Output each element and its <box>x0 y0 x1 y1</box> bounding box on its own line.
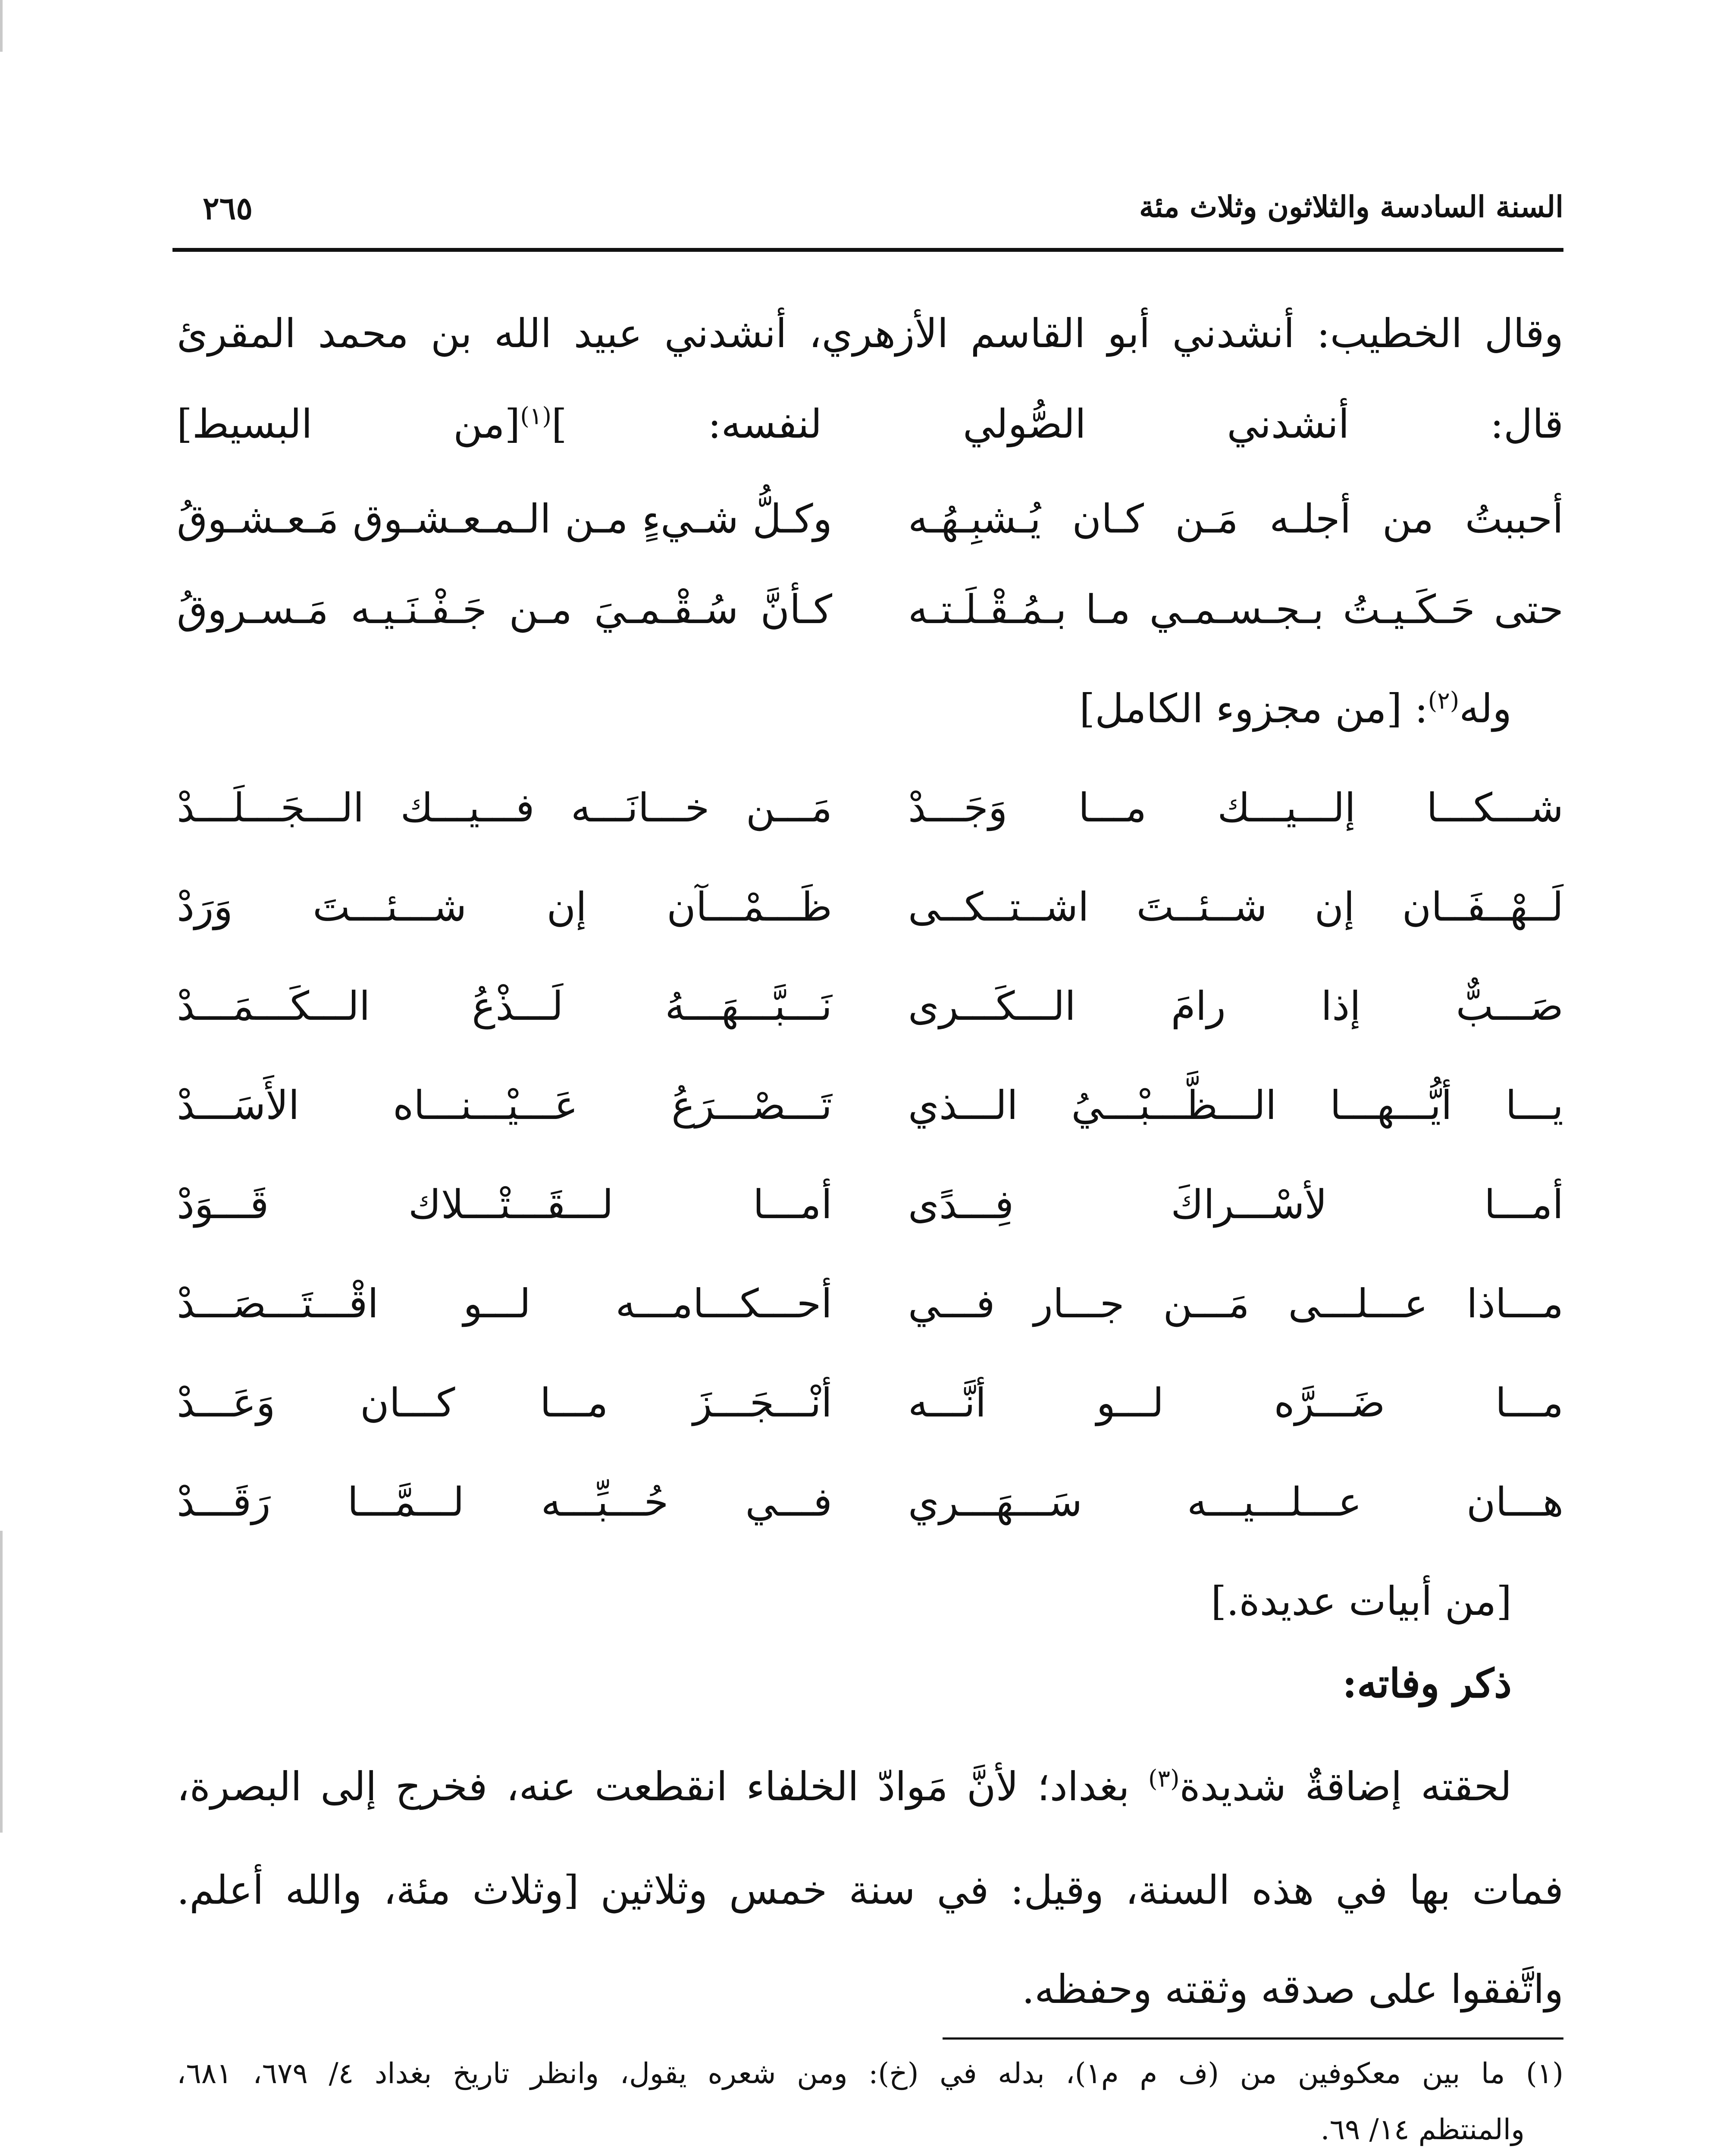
scan-edge-mark <box>0 1531 3 1833</box>
verse-second-hemistich: وكـلُّ شـيءٍ مـن الـمـعـشـوق مَـعـشـوقُ <box>177 496 832 542</box>
footnote-ref-2: (٢) <box>1428 686 1460 714</box>
page-header <box>203 190 1563 229</box>
meter-label: : [من مجزوء الكامل] <box>1079 686 1428 732</box>
section-heading: ذكر وفاته: <box>1342 1660 1512 1707</box>
footnote-1: (١) ما بين معكوفين من (ف م م١)، بدله في (خ): ومن شعره يقول، وانظر تاريخ بغداد ٤/ ٦٧٩، ٦٨١، <box>177 2057 1564 2090</box>
meter-label: [من البسيط] <box>177 401 520 447</box>
verse-second-hemistich: كـأنَّ سُـقْـمـيَ مـن جَـفْـنَـيـه مَـسـروقُ <box>177 586 832 633</box>
verse-first-hemistich: مـــا ضَـــرَّه لـــو أنَّـــه <box>908 1380 1563 1426</box>
verse-second-hemistich: نَـــبَّـــهَـــهُ لَـــذْعُ الـــكَـــمَـــدْ <box>177 983 832 1029</box>
verse-first-hemistich: مـــاذا عـــلـــى مَـــن جـــار فـــي <box>908 1281 1563 1327</box>
verse-second-hemistich: ظَـــمْـــآن إن شـــئـــتَ وَرَدْ <box>177 884 832 930</box>
verse-second-hemistich: تَـــصْـــرَعُ عَـــيْـــنـــاه الأَسَـــدْ <box>177 1082 832 1128</box>
verse-second-hemistich: أحـــكـــامـــه لـــو اقْـــتَـــصَـــدْ <box>177 1281 832 1327</box>
scan-edge-mark <box>0 0 3 52</box>
death-line-1: لحقته إضاقةٌ شديدة$^{(٣)}$ بغداد؛ لأنَّ مَوادّ الخلفاء انقطعت عنه، فخرج إلى البصرة، <box>177 1764 1512 1810</box>
running-head: السنة السادسة والثلاثون وثلاث مئة <box>1139 190 1563 224</box>
verse-first-hemistich: حتى حَـكَـيـتُ بـجـسـمـي مـا بـمُـقْـلَـتـه <box>908 586 1563 633</box>
verse-second-hemistich: أمـــا لـــقَـــتْـــلاك قَـــوَدْ <box>177 1181 832 1228</box>
death-line-2: فمات بها في هذه السنة، وقيل: في سنة خمس وثلاثين [وثلاث مئة، والله أعلم. <box>177 1867 1564 1913</box>
verse-first-hemistich: شـــكـــا إلـــيـــك مـــا وَجَـــدْ <box>908 785 1563 831</box>
death-line-3: واتَّفقوا على صدقه وثقته وحفظه. <box>1021 1966 1563 2012</box>
page-number: ٢٦٥ <box>203 190 253 226</box>
verse-second-hemistich: مَـــن خـــانَـــه فـــيـــك الـــجَـــلَـــدْ <box>177 785 832 831</box>
verse-second-hemistich: أنْـــجَـــزَ مـــا كـــان وَعَـــدْ <box>177 1380 832 1426</box>
verse-first-hemistich: هـــان عـــلـــيـــه سَـــهَـــري <box>908 1479 1563 1525</box>
intro-line-2 <box>177 401 1563 447</box>
poem-2-end-note: [من أبيات عديدة.] <box>1211 1578 1512 1624</box>
verse-first-hemistich: لَــهْــفَــان إن شــئــتَ اشــتــكــى <box>908 884 1563 930</box>
verse-first-hemistich: أحببتُ من أجلـه مَـن كـان يُـشبِـهُـه <box>908 496 1563 542</box>
header-rule <box>172 248 1563 252</box>
verse-second-hemistich: فـــي حُـــبِّـــه لـــمَّـــا رَقَـــدْ <box>177 1479 832 1525</box>
footnote-rule <box>943 2037 1563 2040</box>
footnote-ref-1: (١) <box>520 402 551 430</box>
intro-line-2-text: قال: أنشدني الصُّولي لنفسه: ] <box>551 401 1564 447</box>
verse-first-hemistich: أمـــا لأسْـــراكَ فِـــدًى <box>908 1181 1563 1228</box>
verse-first-hemistich: صَـــبٌّ إذا رامَ الـــكَـــرى <box>908 983 1563 1029</box>
footnote-1-cont: والمنتظم ١٤/ ٦٩. <box>1320 2113 1525 2146</box>
poem-2-intro: وله$^{(٢)}$: [من مجزوء الكامل] <box>1079 686 1512 732</box>
intro-line-1: وقال الخطيب: أنشدني أبو القاسم الأزهري، أنشدني عبيد الله بن محمد المقرئ <box>177 310 1563 357</box>
verse-first-hemistich: يـــا أيُّـــهـــا الـــظَّـــبْـــيُ الـــذي <box>908 1082 1563 1128</box>
footnote-ref-3: (٣) <box>1148 1764 1180 1792</box>
